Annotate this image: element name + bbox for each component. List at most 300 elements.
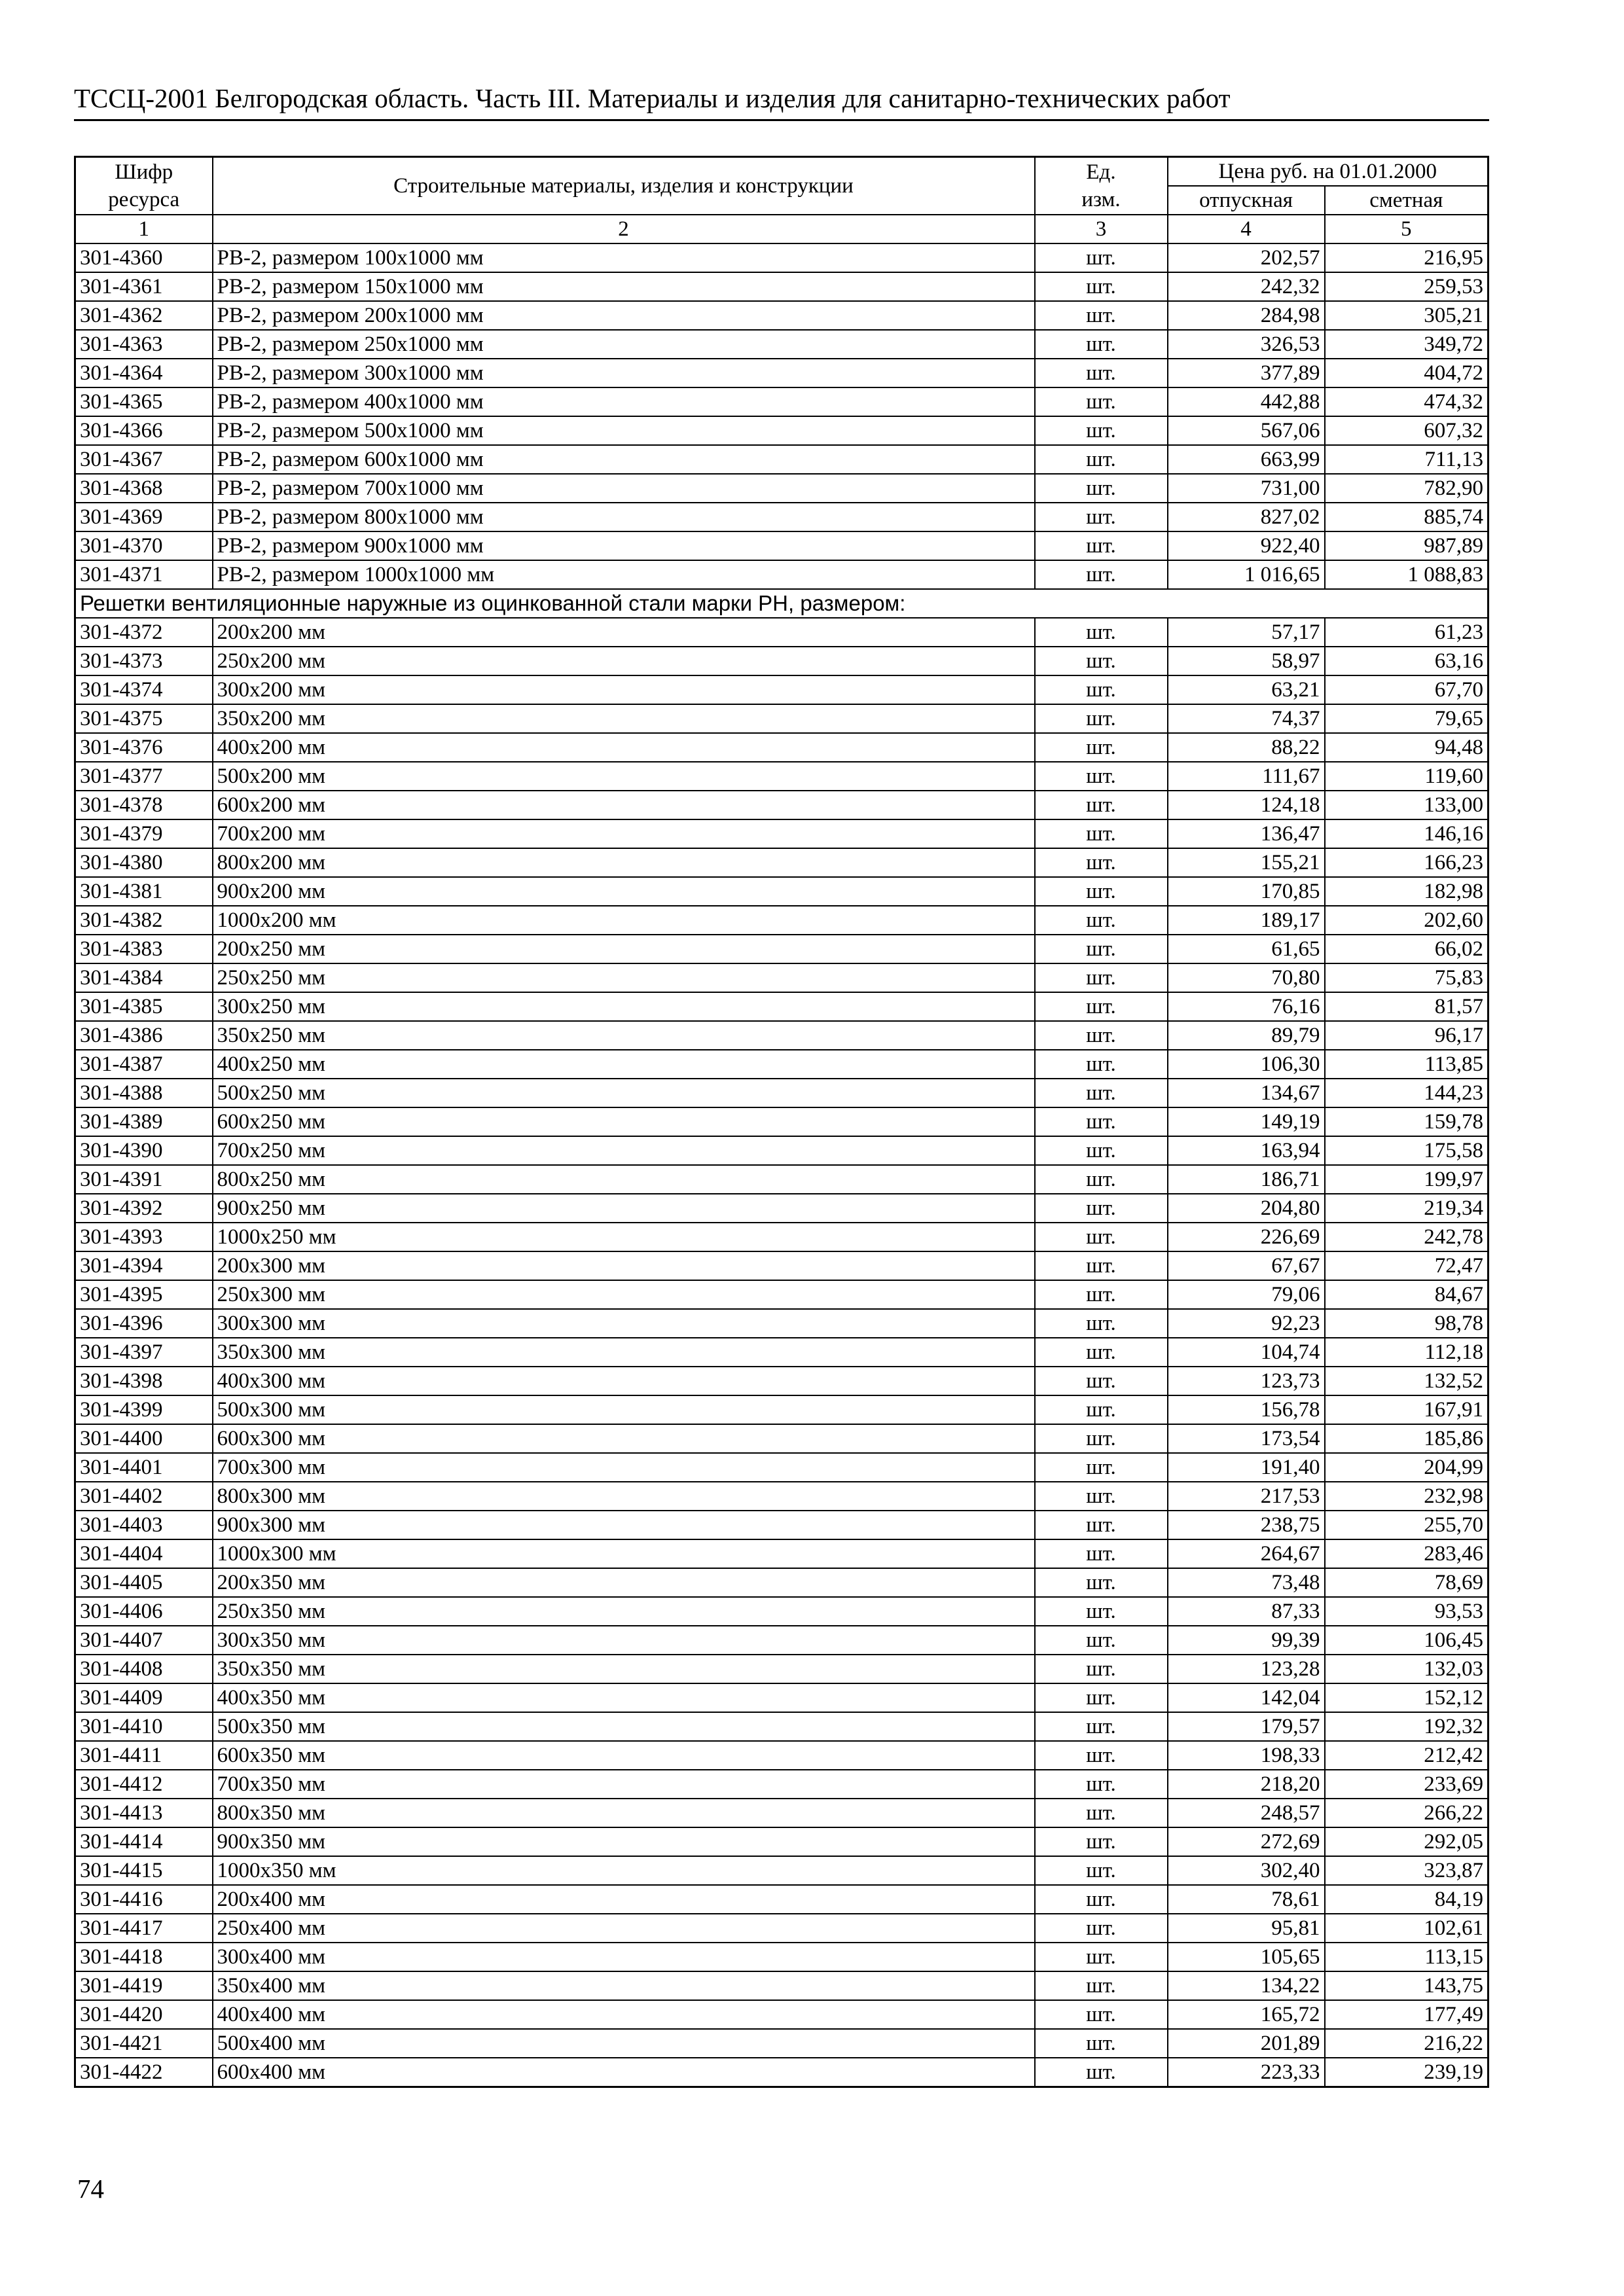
release-price-cell: 165,72	[1168, 2000, 1325, 2029]
column-number: 4	[1168, 215, 1325, 243]
release-price-cell: 272,69	[1168, 1827, 1325, 1856]
estimate-price-cell: 177,49	[1325, 2000, 1489, 2029]
estimate-price-cell: 166,23	[1325, 848, 1489, 877]
estimate-price-cell: 66,02	[1325, 935, 1489, 963]
table-row	[75, 1395, 1489, 1424]
estimate-price-cell: 1 088,83	[1325, 560, 1489, 589]
estimate-price-cell: 106,45	[1325, 1626, 1489, 1655]
estimate-price-cell: 182,98	[1325, 877, 1489, 906]
unit-cell: шт.	[1035, 1424, 1168, 1453]
release-price-cell: 663,99	[1168, 445, 1325, 474]
material-name-cell: 350х200 мм	[213, 704, 1035, 733]
material-name-cell: 250х350 мм	[213, 1597, 1035, 1626]
estimate-price-cell: 119,60	[1325, 762, 1489, 791]
unit-cell: шт.	[1035, 906, 1168, 935]
table-row	[75, 272, 1489, 301]
release-price-cell: 202,57	[1168, 243, 1325, 272]
release-price-cell: 142,04	[1168, 1683, 1325, 1712]
unit-cell: шт.	[1035, 1367, 1168, 1395]
unit-cell: шт.	[1035, 1338, 1168, 1367]
unit-cell: шт.	[1035, 531, 1168, 560]
material-name-cell: 800х350 мм	[213, 1799, 1035, 1827]
material-name-cell: 250х300 мм	[213, 1280, 1035, 1309]
table-row	[75, 1655, 1489, 1683]
resource-code-cell: 301-4388	[75, 1079, 213, 1107]
resource-code-cell: 301-4411	[75, 1741, 213, 1770]
resource-code-cell: 301-4393	[75, 1223, 213, 1251]
release-price-cell: 302,40	[1168, 1856, 1325, 1885]
column-number: 5	[1325, 215, 1489, 243]
resource-code-cell: 301-4392	[75, 1194, 213, 1223]
unit-cell: шт.	[1035, 1309, 1168, 1338]
release-price-cell: 87,33	[1168, 1597, 1325, 1626]
release-price-cell: 70,80	[1168, 963, 1325, 992]
unit-cell: шт.	[1035, 387, 1168, 416]
release-price-cell: 173,54	[1168, 1424, 1325, 1453]
unit-cell: шт.	[1035, 2000, 1168, 2029]
resource-code-cell: 301-4384	[75, 963, 213, 992]
table-row	[75, 1799, 1489, 1827]
unit-cell: шт.	[1035, 1539, 1168, 1568]
header-code: Шифр ресурса	[75, 157, 213, 215]
resource-code-cell: 301-4406	[75, 1597, 213, 1626]
release-price-cell: 242,32	[1168, 272, 1325, 301]
table-row	[75, 2000, 1489, 2029]
header-name: Строительные материалы, изделия и конструкции	[213, 157, 1035, 215]
material-name-cell: 300х400 мм	[213, 1943, 1035, 1971]
material-name-cell: 250х250 мм	[213, 963, 1035, 992]
resource-code-cell: 301-4395	[75, 1280, 213, 1309]
release-price-cell: 217,53	[1168, 1482, 1325, 1511]
table-row	[75, 1079, 1489, 1107]
resource-code-cell: 301-4407	[75, 1626, 213, 1655]
estimate-price-cell: 242,78	[1325, 1223, 1489, 1251]
material-name-cell: РВ-2, размером 700х1000 мм	[213, 474, 1035, 503]
release-price-cell: 106,30	[1168, 1050, 1325, 1079]
unit-cell: шт.	[1035, 819, 1168, 848]
unit-cell: шт.	[1035, 1799, 1168, 1827]
table-row	[75, 330, 1489, 359]
unit-cell: шт.	[1035, 1827, 1168, 1856]
material-name-cell: 700х200 мм	[213, 819, 1035, 848]
table-row	[75, 1223, 1489, 1251]
table-row	[75, 935, 1489, 963]
resource-code-cell: 301-4377	[75, 762, 213, 791]
release-price-cell: 1 016,65	[1168, 560, 1325, 589]
estimate-price-cell: 78,69	[1325, 1568, 1489, 1597]
unit-cell: шт.	[1035, 1741, 1168, 1770]
table-row	[75, 1511, 1489, 1539]
resource-code-cell: 301-4414	[75, 1827, 213, 1856]
resource-code-cell: 301-4408	[75, 1655, 213, 1683]
release-price-cell: 134,67	[1168, 1079, 1325, 1107]
resource-code-cell: 301-4402	[75, 1482, 213, 1511]
unit-cell: шт.	[1035, 243, 1168, 272]
unit-cell: шт.	[1035, 1655, 1168, 1683]
release-price-cell: 189,17	[1168, 906, 1325, 935]
release-price-cell: 105,65	[1168, 1943, 1325, 1971]
estimate-price-cell: 204,99	[1325, 1453, 1489, 1482]
unit-cell: шт.	[1035, 272, 1168, 301]
estimate-price-cell: 239,19	[1325, 2058, 1489, 2087]
table-row	[75, 445, 1489, 474]
table-row	[75, 1741, 1489, 1770]
unit-cell: шт.	[1035, 1482, 1168, 1511]
estimate-price-cell: 72,47	[1325, 1251, 1489, 1280]
estimate-price-cell: 233,69	[1325, 1770, 1489, 1799]
resource-code-cell: 301-4367	[75, 445, 213, 474]
resource-code-cell: 301-4418	[75, 1943, 213, 1971]
rows-rv2	[75, 243, 1489, 589]
unit-cell: шт.	[1035, 1885, 1168, 1914]
resource-code-cell: 301-4415	[75, 1856, 213, 1885]
material-name-cell: 800х200 мм	[213, 848, 1035, 877]
resource-code-cell: 301-4376	[75, 733, 213, 762]
resource-code-cell: 301-4360	[75, 243, 213, 272]
material-name-cell: 400х200 мм	[213, 733, 1035, 762]
estimate-price-cell: 84,67	[1325, 1280, 1489, 1309]
table-row	[75, 1568, 1489, 1597]
resource-code-cell: 301-4381	[75, 877, 213, 906]
material-name-cell: 300х250 мм	[213, 992, 1035, 1021]
resource-code-cell: 301-4389	[75, 1107, 213, 1136]
resource-code-cell: 301-4385	[75, 992, 213, 1021]
estimate-price-cell: 133,00	[1325, 791, 1489, 819]
unit-cell: шт.	[1035, 618, 1168, 647]
estimate-price-cell: 216,95	[1325, 243, 1489, 272]
estimate-price-cell: 113,15	[1325, 1943, 1489, 1971]
estimate-price-cell: 185,86	[1325, 1424, 1489, 1453]
release-price-cell: 442,88	[1168, 387, 1325, 416]
material-name-cell: 400х350 мм	[213, 1683, 1035, 1712]
estimate-price-cell: 84,19	[1325, 1885, 1489, 1914]
material-name-cell: 900х350 мм	[213, 1827, 1035, 1856]
table-row	[75, 1683, 1489, 1712]
material-name-cell: 1000х200 мм	[213, 906, 1035, 935]
table-row	[75, 647, 1489, 675]
resource-code-cell: 301-4410	[75, 1712, 213, 1741]
table-row	[75, 1770, 1489, 1799]
estimate-price-cell: 202,60	[1325, 906, 1489, 935]
estimate-price-cell: 132,52	[1325, 1367, 1489, 1395]
estimate-price-cell: 283,46	[1325, 1539, 1489, 1568]
unit-cell: шт.	[1035, 791, 1168, 819]
release-price-cell: 76,16	[1168, 992, 1325, 1021]
release-price-cell: 191,40	[1168, 1453, 1325, 1482]
estimate-price-cell: 885,74	[1325, 503, 1489, 531]
table-row	[75, 560, 1489, 589]
unit-cell: шт.	[1035, 1770, 1168, 1799]
resource-code-cell: 301-4394	[75, 1251, 213, 1280]
resource-code-cell: 301-4378	[75, 791, 213, 819]
release-price-cell: 73,48	[1168, 1568, 1325, 1597]
release-price-cell: 61,65	[1168, 935, 1325, 963]
unit-cell: шт.	[1035, 1107, 1168, 1136]
resource-code-cell: 301-4363	[75, 330, 213, 359]
table-row	[75, 1107, 1489, 1136]
unit-cell: шт.	[1035, 1021, 1168, 1050]
material-name-cell: 200х350 мм	[213, 1568, 1035, 1597]
resource-code-cell: 301-4387	[75, 1050, 213, 1079]
material-name-cell: 1000х300 мм	[213, 1539, 1035, 1568]
estimate-price-cell: 112,18	[1325, 1338, 1489, 1367]
header-price-release: отпускная	[1168, 186, 1325, 215]
release-price-cell: 264,67	[1168, 1539, 1325, 1568]
release-price-cell: 57,17	[1168, 618, 1325, 647]
unit-cell: шт.	[1035, 848, 1168, 877]
material-name-cell: 600х200 мм	[213, 791, 1035, 819]
table-row	[75, 1597, 1489, 1626]
material-name-cell: РВ-2, размером 900х1000 мм	[213, 531, 1035, 560]
column-number: 3	[1035, 215, 1168, 243]
unit-cell: шт.	[1035, 704, 1168, 733]
table-row	[75, 704, 1489, 733]
resource-code-cell: 301-4370	[75, 531, 213, 560]
table-row	[75, 1367, 1489, 1395]
unit-cell: шт.	[1035, 1856, 1168, 1885]
material-name-cell: 400х300 мм	[213, 1367, 1035, 1395]
material-name-cell: 800х300 мм	[213, 1482, 1035, 1511]
material-name-cell: 400х250 мм	[213, 1050, 1035, 1079]
unit-cell: шт.	[1035, 1050, 1168, 1079]
resource-code-cell: 301-4369	[75, 503, 213, 531]
table-row	[75, 1050, 1489, 1079]
unit-cell: шт.	[1035, 330, 1168, 359]
resource-code-cell: 301-4399	[75, 1395, 213, 1424]
material-name-cell: РВ-2, размером 150х1000 мм	[213, 272, 1035, 301]
material-name-cell: 600х250 мм	[213, 1107, 1035, 1136]
release-price-cell: 204,80	[1168, 1194, 1325, 1223]
resource-code-cell: 301-4361	[75, 272, 213, 301]
estimate-price-cell: 75,83	[1325, 963, 1489, 992]
material-name-cell: РВ-2, размером 600х1000 мм	[213, 445, 1035, 474]
resource-code-cell: 301-4373	[75, 647, 213, 675]
rows-rn	[75, 618, 1489, 2087]
unit-cell: шт.	[1035, 2029, 1168, 2058]
resource-code-cell: 301-4398	[75, 1367, 213, 1395]
material-name-cell: 600х350 мм	[213, 1741, 1035, 1770]
estimate-price-cell: 175,58	[1325, 1136, 1489, 1165]
estimate-price-cell: 98,78	[1325, 1309, 1489, 1338]
unit-cell: шт.	[1035, 359, 1168, 387]
estimate-price-cell: 782,90	[1325, 474, 1489, 503]
material-name-cell: 500х300 мм	[213, 1395, 1035, 1424]
release-price-cell: 134,22	[1168, 1971, 1325, 2000]
estimate-price-cell: 81,57	[1325, 992, 1489, 1021]
release-price-cell: 248,57	[1168, 1799, 1325, 1827]
estimate-price-cell: 79,65	[1325, 704, 1489, 733]
material-name-cell: 700х250 мм	[213, 1136, 1035, 1165]
resource-code-cell: 301-4420	[75, 2000, 213, 2029]
table-row	[75, 1424, 1489, 1453]
material-name-cell: 500х200 мм	[213, 762, 1035, 791]
table-row	[75, 243, 1489, 272]
table-row	[75, 1482, 1489, 1511]
unit-cell: шт.	[1035, 1194, 1168, 1223]
table-row	[75, 1251, 1489, 1280]
estimate-price-cell: 292,05	[1325, 1827, 1489, 1856]
release-price-cell: 123,73	[1168, 1367, 1325, 1395]
table-row	[75, 1309, 1489, 1338]
estimate-price-cell: 132,03	[1325, 1655, 1489, 1683]
material-name-cell: 350х400 мм	[213, 1971, 1035, 2000]
unit-cell: шт.	[1035, 1568, 1168, 1597]
estimate-price-cell: 219,34	[1325, 1194, 1489, 1223]
release-price-cell: 79,06	[1168, 1280, 1325, 1309]
estimate-price-cell: 216,22	[1325, 2029, 1489, 2058]
table-row	[75, 387, 1489, 416]
resource-code-cell: 301-4419	[75, 1971, 213, 2000]
unit-cell: шт.	[1035, 675, 1168, 704]
table-row	[75, 675, 1489, 704]
estimate-price-cell: 61,23	[1325, 618, 1489, 647]
material-name-cell: 1000х350 мм	[213, 1856, 1035, 1885]
release-price-cell: 284,98	[1168, 301, 1325, 330]
material-name-cell: РВ-2, размером 400х1000 мм	[213, 387, 1035, 416]
unit-cell: шт.	[1035, 445, 1168, 474]
resource-code-cell: 301-4365	[75, 387, 213, 416]
unit-cell: шт.	[1035, 1136, 1168, 1165]
release-price-cell: 124,18	[1168, 791, 1325, 819]
estimate-price-cell: 607,32	[1325, 416, 1489, 445]
material-name-cell: 900х300 мм	[213, 1511, 1035, 1539]
estimate-price-cell: 199,97	[1325, 1165, 1489, 1194]
column-number-row	[75, 215, 1489, 243]
unit-cell: шт.	[1035, 474, 1168, 503]
material-name-cell: 400х400 мм	[213, 2000, 1035, 2029]
resource-code-cell: 301-4372	[75, 618, 213, 647]
material-name-cell: 600х300 мм	[213, 1424, 1035, 1453]
table-row	[75, 1338, 1489, 1367]
header-price-group: Цена руб. на 01.01.2000	[1168, 157, 1489, 187]
resource-code-cell: 301-4368	[75, 474, 213, 503]
table-row	[75, 1165, 1489, 1194]
table-row	[75, 1943, 1489, 1971]
resource-code-cell: 301-4382	[75, 906, 213, 935]
release-price-cell: 238,75	[1168, 1511, 1325, 1539]
estimate-price-cell: 167,91	[1325, 1395, 1489, 1424]
material-name-cell: 200х250 мм	[213, 935, 1035, 963]
release-price-cell: 163,94	[1168, 1136, 1325, 1165]
table-row	[75, 1539, 1489, 1568]
release-price-cell: 922,40	[1168, 531, 1325, 560]
resource-code-cell: 301-4362	[75, 301, 213, 330]
release-price-cell: 136,47	[1168, 819, 1325, 848]
material-name-cell: 700х300 мм	[213, 1453, 1035, 1482]
estimate-price-cell: 113,85	[1325, 1050, 1489, 1079]
unit-cell: шт.	[1035, 1943, 1168, 1971]
page-number: 74	[77, 2174, 104, 2204]
estimate-price-cell: 63,16	[1325, 647, 1489, 675]
unit-cell: шт.	[1035, 1251, 1168, 1280]
table-row	[75, 848, 1489, 877]
estimate-price-cell: 144,23	[1325, 1079, 1489, 1107]
release-price-cell: 377,89	[1168, 359, 1325, 387]
unit-cell: шт.	[1035, 1223, 1168, 1251]
price-table	[74, 156, 1489, 2088]
table-row	[75, 762, 1489, 791]
material-name-cell: 800х250 мм	[213, 1165, 1035, 1194]
header-rule	[74, 119, 1489, 121]
table-row	[75, 618, 1489, 647]
unit-cell: шт.	[1035, 1079, 1168, 1107]
resource-code-cell: 301-4412	[75, 1770, 213, 1799]
estimate-price-cell: 146,16	[1325, 819, 1489, 848]
material-name-cell: 350х250 мм	[213, 1021, 1035, 1050]
unit-cell: шт.	[1035, 1165, 1168, 1194]
material-name-cell: 350х300 мм	[213, 1338, 1035, 1367]
release-price-cell: 186,71	[1168, 1165, 1325, 1194]
table-row	[75, 963, 1489, 992]
resource-code-cell: 301-4417	[75, 1914, 213, 1943]
unit-cell: шт.	[1035, 1511, 1168, 1539]
release-price-cell: 218,20	[1168, 1770, 1325, 1799]
unit-cell: шт.	[1035, 301, 1168, 330]
table-row	[75, 1453, 1489, 1482]
estimate-price-cell: 711,13	[1325, 445, 1489, 474]
release-price-cell: 731,00	[1168, 474, 1325, 503]
resource-code-cell: 301-4404	[75, 1539, 213, 1568]
estimate-price-cell: 474,32	[1325, 387, 1489, 416]
section-title: Решетки вентиляционные наружные из оцинкованной стали марки РН, размером:	[75, 589, 1489, 618]
resource-code-cell: 301-4375	[75, 704, 213, 733]
material-name-cell: 900х200 мм	[213, 877, 1035, 906]
section-row	[75, 589, 1489, 618]
unit-cell: шт.	[1035, 1395, 1168, 1424]
release-price-cell: 58,97	[1168, 647, 1325, 675]
estimate-price-cell: 143,75	[1325, 1971, 1489, 2000]
table-row	[75, 877, 1489, 906]
material-name-cell: 350х350 мм	[213, 1655, 1035, 1683]
resource-code-cell: 301-4383	[75, 935, 213, 963]
material-name-cell: РВ-2, размером 300х1000 мм	[213, 359, 1035, 387]
material-name-cell: 500х400 мм	[213, 2029, 1035, 2058]
material-name-cell: 200х300 мм	[213, 1251, 1035, 1280]
table-row	[75, 1914, 1489, 1943]
estimate-price-cell: 259,53	[1325, 272, 1489, 301]
unit-cell: шт.	[1035, 1280, 1168, 1309]
release-price-cell: 201,89	[1168, 2029, 1325, 2058]
material-name-cell: 1000х250 мм	[213, 1223, 1035, 1251]
unit-cell: шт.	[1035, 647, 1168, 675]
release-price-cell: 170,85	[1168, 877, 1325, 906]
estimate-price-cell: 232,98	[1325, 1482, 1489, 1511]
unit-cell: шт.	[1035, 762, 1168, 791]
resource-code-cell: 301-4416	[75, 1885, 213, 1914]
resource-code-cell: 301-4409	[75, 1683, 213, 1712]
table-row	[75, 733, 1489, 762]
unit-cell: шт.	[1035, 733, 1168, 762]
resource-code-cell: 301-4401	[75, 1453, 213, 1482]
header-unit: Ед. изм.	[1035, 157, 1168, 215]
unit-cell: шт.	[1035, 560, 1168, 589]
table-row	[75, 1856, 1489, 1885]
material-name-cell: 300х200 мм	[213, 675, 1035, 704]
resource-code-cell: 301-4380	[75, 848, 213, 877]
estimate-price-cell: 96,17	[1325, 1021, 1489, 1050]
material-name-cell: 700х350 мм	[213, 1770, 1035, 1799]
material-name-cell: 600х400 мм	[213, 2058, 1035, 2087]
estimate-price-cell: 404,72	[1325, 359, 1489, 387]
unit-cell: шт.	[1035, 1626, 1168, 1655]
unit-cell: шт.	[1035, 963, 1168, 992]
table-row	[75, 791, 1489, 819]
unit-cell: шт.	[1035, 1453, 1168, 1482]
release-price-cell: 74,37	[1168, 704, 1325, 733]
material-name-cell: РВ-2, размером 1000х1000 мм	[213, 560, 1035, 589]
material-name-cell: РВ-2, размером 500х1000 мм	[213, 416, 1035, 445]
material-name-cell: РВ-2, размером 800х1000 мм	[213, 503, 1035, 531]
